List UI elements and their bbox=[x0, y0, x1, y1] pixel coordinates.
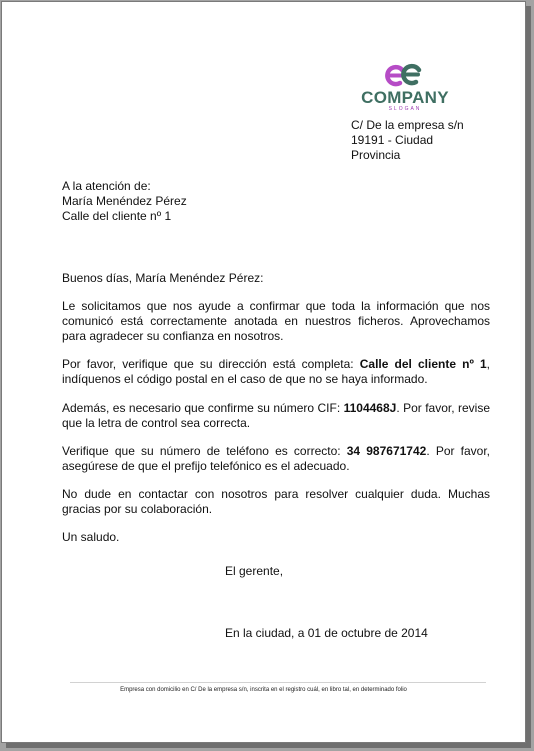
paragraph-1 bbox=[62, 299, 490, 344]
recipient-name: María Menéndez Pérez bbox=[62, 194, 187, 208]
p3-cif: 1104468J bbox=[343, 401, 397, 415]
p4-text: Verifique que su número de teléfono es correcto: bbox=[62, 444, 347, 458]
closing-text: Un saludo. bbox=[62, 530, 120, 544]
sender-city: 19191 - Ciudad bbox=[351, 133, 434, 147]
p3-text: Además, es necesario que confirme su número CIF: bbox=[62, 401, 344, 415]
sender-province: Provincia bbox=[351, 148, 401, 162]
greeting bbox=[62, 271, 490, 286]
greeting-text: Buenos días, María Menéndez Pérez: bbox=[62, 271, 264, 285]
place-date: En la ciudad, a 01 de octubre de 2014 bbox=[225, 626, 428, 640]
sender-street: C/ De la empresa s/n bbox=[351, 118, 464, 132]
closing bbox=[62, 530, 490, 545]
company-logo bbox=[355, 62, 455, 112]
paragraph-3 bbox=[62, 401, 490, 431]
company-name: COMPANY bbox=[361, 88, 449, 107]
recipient-address: Calle del cliente nº 1 bbox=[62, 209, 172, 223]
p4-phone: 34 987671742 bbox=[346, 444, 427, 458]
p2-text-end: , indíquenos el código postal en el caso de que no se haya informado. bbox=[62, 357, 490, 386]
p2-text: Por favor, verifique que su dirección está completa: bbox=[62, 357, 360, 371]
p3-text-end: . Por favor, revise que la letra de control sea correcta. bbox=[62, 401, 490, 430]
paragraph-5 bbox=[62, 487, 490, 517]
company-slogan: SLOGAN bbox=[388, 106, 422, 112]
paragraph-5-text: No dude en contactar con nosotros para resolver cualquier duda. Muchas gracias por su colaboración. bbox=[62, 487, 490, 516]
paragraph-2 bbox=[62, 357, 490, 387]
letter-page bbox=[1, 1, 526, 743]
p4-text-end: . Por favor, asegúrese de que el prefijo telefónico es el adecuado. bbox=[62, 444, 490, 473]
recipient-block bbox=[62, 179, 187, 224]
p2-address: Calle del cliente nº 1 bbox=[359, 357, 487, 371]
attention-label: A la atención de: bbox=[62, 179, 151, 193]
paragraph-1-text: Le solicitamos que nos ayude a confirmar que toda la información que nos comunicó está correctamente anotada en nuestros ficheros. Aprovechamos para agradecer su confianza en nosotros. bbox=[62, 299, 490, 343]
footer-text: Empresa con domicilio en C/ De la empresa s/n, inscrita en el registro cuál, en libro tal, en determinado folio bbox=[120, 687, 407, 693]
sender-address bbox=[351, 118, 464, 163]
footer-divider bbox=[70, 682, 486, 683]
signer: El gerente, bbox=[225, 564, 284, 578]
ee-logo-icon bbox=[383, 62, 427, 90]
paragraph-4 bbox=[62, 444, 490, 474]
